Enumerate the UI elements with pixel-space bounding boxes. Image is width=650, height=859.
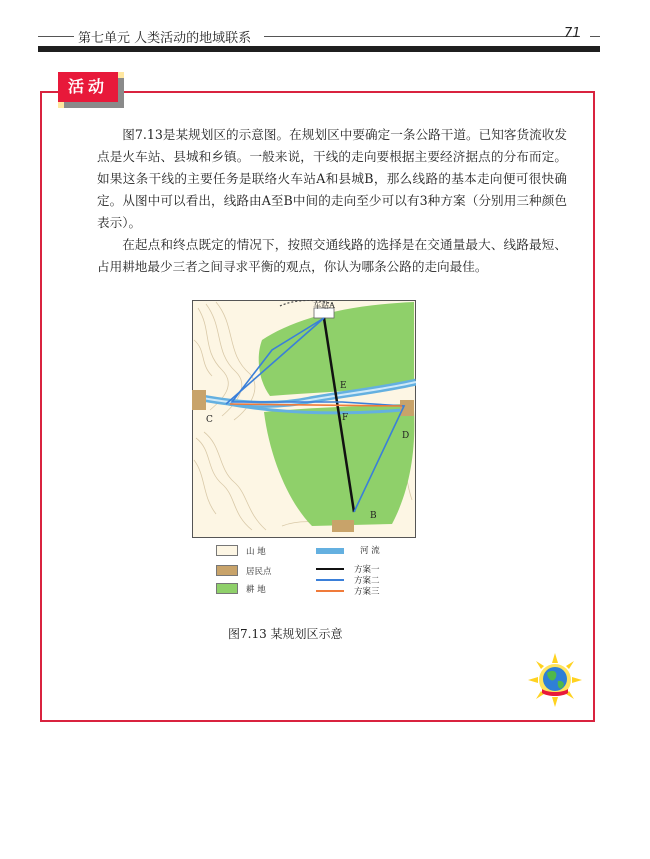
legend-label-plan-one: 方案一	[354, 565, 380, 575]
header-rule-middle	[264, 36, 580, 37]
legend-swatch-plan-three	[316, 590, 344, 592]
point-f-label: F	[342, 413, 349, 423]
town-c-settlement	[192, 390, 206, 410]
paragraph-question: 在起点和终点既定的情况下，按照交通线路的选择是在交通量最大、线路最短、占用耕地最少三者之间寻求平衡的观点，你认为哪条公路的走向最佳。	[97, 237, 567, 274]
point-c-label: C	[206, 415, 213, 425]
legend-swatch-river	[316, 548, 344, 554]
legend-swatch-mountain	[216, 545, 238, 556]
legend-label-river: 河 流	[360, 546, 380, 556]
legend-label-plan-three: 方案三	[354, 587, 380, 597]
legend-swatch-settlement	[216, 565, 238, 576]
point-d-label: D	[402, 431, 410, 441]
paragraph-intro: 图7.13是某规划区的示意图。在规划区中要确定一条公路干道。已知客货流收发点是火车站、县城和乡镇。一般来说，干线的走向要根据主要经济据点的分布而定。如果这条干线的主要任务是联络火车站A和县城B，那么线路的基本走向便可很快确定。从图中可以看出，线路由A至B中间的走向至少可以有3种方案（分别用三种颜色表示）。	[97, 127, 567, 230]
unit-title: 第七单元 人类活动的地域联系	[78, 31, 252, 46]
map-legend	[216, 543, 416, 603]
page-number: 71	[564, 26, 581, 41]
legend-label-farmland: 耕 地	[246, 585, 266, 595]
legend-label-mountain: 山 地	[246, 547, 266, 557]
activity-label: 活动	[58, 72, 118, 102]
activity-badge	[58, 72, 124, 108]
legend-swatch-plan-two	[316, 579, 344, 581]
planning-area-map	[192, 300, 416, 538]
town-d-settlement	[400, 400, 414, 416]
header-rule-left	[38, 36, 74, 37]
figure-caption: 图7.13 某规划区示意	[228, 627, 343, 641]
point-b-label: B	[370, 511, 377, 521]
page-header	[38, 26, 600, 56]
header-bar	[38, 46, 600, 52]
legend-label-settlement: 居民点	[246, 567, 272, 577]
globe-icon	[528, 653, 582, 707]
town-b-settlement	[332, 520, 354, 532]
header-rule-right	[590, 36, 600, 37]
point-e-label: E	[340, 381, 347, 391]
station-a-label: 车站A	[313, 301, 335, 310]
legend-swatch-plan-one	[316, 568, 344, 570]
legend-label-plan-two: 方案二	[354, 576, 380, 586]
legend-swatch-farmland	[216, 583, 238, 594]
